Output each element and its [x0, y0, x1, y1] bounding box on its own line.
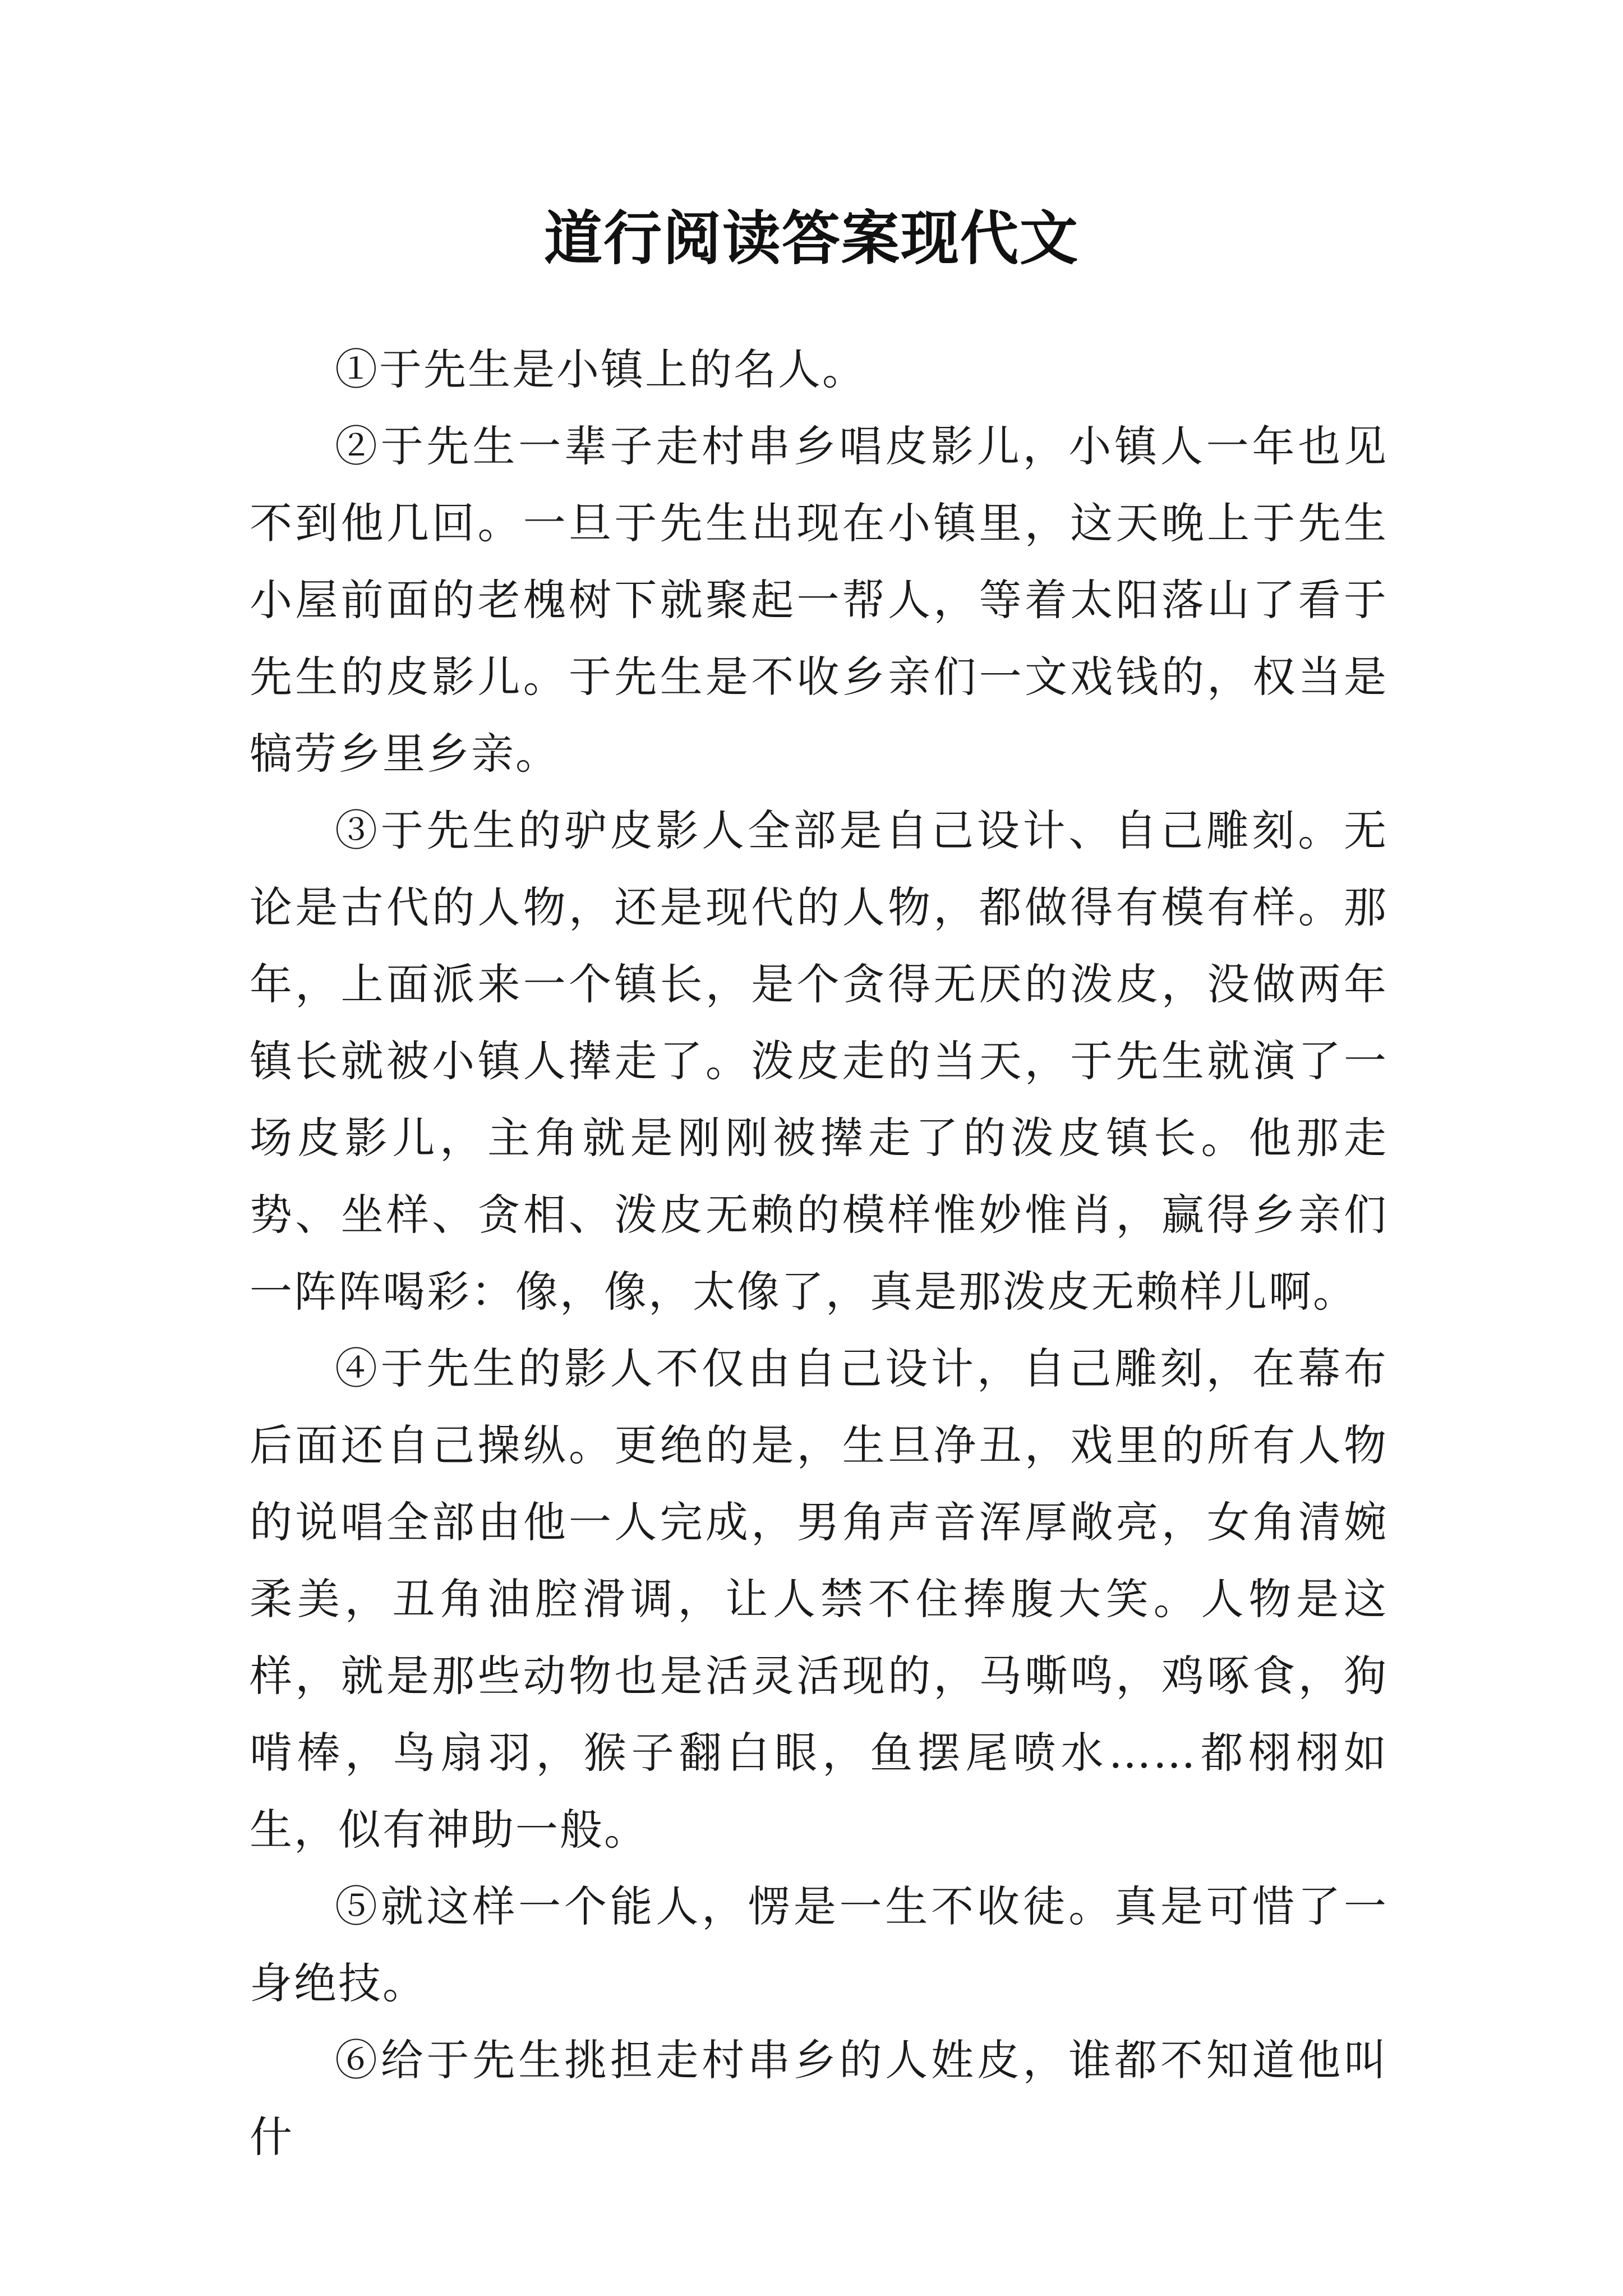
paragraph-2: ②于先生一辈子走村串乡唱皮影儿，小镇人一年也见不到他几回。一旦于先生出现在小镇里，这天晚上于先生小屋前面的老槐树下就聚起一帮人，等着太阳落山了看于先生的皮影儿。于先生是不收乡亲们一文戏钱的，权当是犒劳乡里乡亲。: [250, 421, 1388, 779]
paragraph-6: ⑥给于先生挑担走村串乡的人姓皮，谁都不知道他叫什: [250, 2035, 1388, 2162]
paragraph-4: ④于先生的影人不仅由自己设计，自己雕刻，在幕布后面还自己操纵。更绝的是，生旦净丑，戏里的所有人物的说唱全部由他一人完成，男角声音浑厚敞亮，女角清婉柔美，丑角油腔滑调，让人禁不住捧腹大笑。人物是这样，就是那些动物也是活灵活现的，马嘶鸣，鸡啄食，狗啃棒，鸟扇羽，猴子翻白眼，鱼摆尾喷水……都栩栩如生，似有神助一般。: [250, 1343, 1388, 1855]
document-body: [250, 331, 1388, 2175]
paragraph-5: ⑤就这样一个能人，愣是一生不收徒。真是可惜了一身绝技。: [250, 1881, 1388, 2008]
paragraph-3: ③于先生的驴皮影人全部是自己设计、自己雕刻。无论是古代的人物，还是现代的人物，都做得有模有样。那年，上面派来一个镇长，是个贪得无厌的泼皮，没做两年镇长就被小镇人撵走了。泼皮走的当天，于先生就演了一场皮影儿，主角就是刚刚被撵走了的泼皮镇长。他那走势、坐样、贪相、泼皮无赖的模样惟妙惟肖，赢得乡亲们一阵阵喝彩：像，像，太像了，真是那泼皮无赖样儿啊。: [250, 806, 1388, 1317]
paragraph-1: ①于先生是小镇上的名人。: [335, 344, 866, 394]
document-title: 道行阅读答案现代文: [543, 204, 1079, 273]
